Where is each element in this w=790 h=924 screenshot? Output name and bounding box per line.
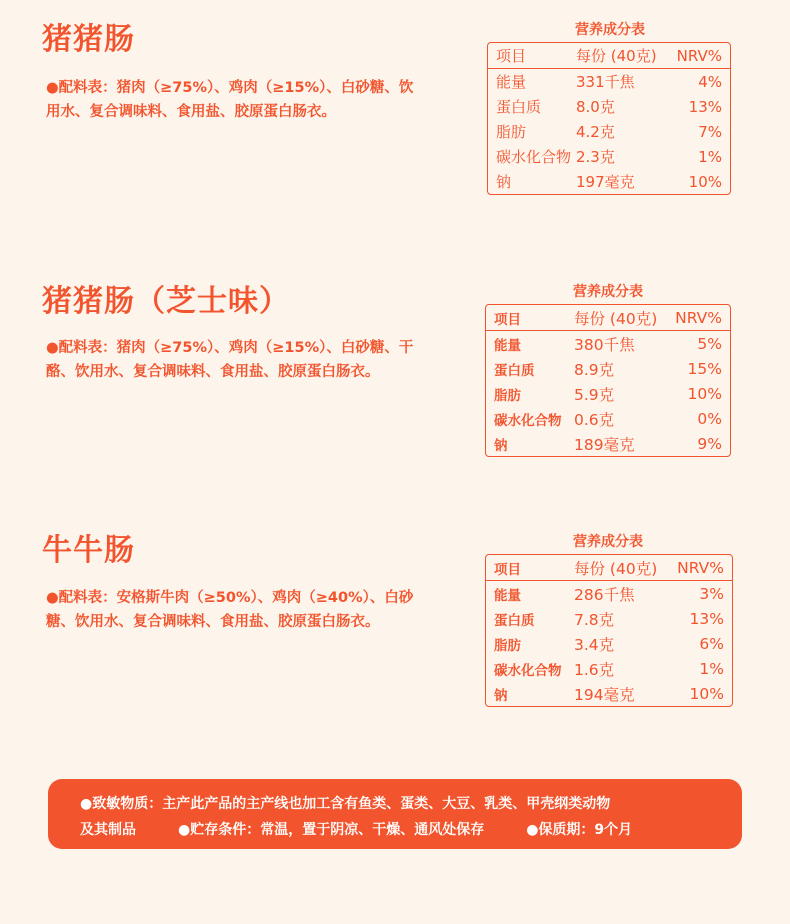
nutrient-amount: 8.0克 — [576, 98, 615, 116]
nutrient-nrv: 10% — [689, 684, 724, 703]
table-row — [488, 119, 730, 144]
nutrient-amount: 3.4克 — [574, 635, 615, 654]
table-row — [488, 169, 730, 194]
nutrient-nrv: 1% — [699, 659, 724, 678]
nutrient-nrv: 15% — [687, 359, 722, 378]
allergen-line-1: ●致敏物质：主产此产品的主产线也加工含有鱼类、蛋类、大豆、乳类、甲壳纲类动物 — [80, 796, 611, 812]
header-nrv: NRV% — [675, 308, 722, 327]
nutrition-table — [485, 304, 731, 457]
nutrient-amount: 2.3克 — [576, 148, 615, 166]
nutrient-name: 钠 — [496, 173, 512, 191]
nutrition-title: 营养成分表 — [575, 22, 645, 38]
nutrient-nrv: 4% — [698, 72, 722, 91]
nutrition-facts — [485, 282, 731, 457]
nutrition-title: 营养成分表 — [573, 284, 643, 300]
nutrient-nrv: 13% — [689, 609, 724, 628]
nutrient-amount: 194毫克 — [574, 685, 635, 704]
shelf-life: ●保质期：9个月 — [526, 822, 633, 838]
header-item: 项目 — [496, 47, 527, 65]
header-per-serving: 每份 (40克) — [576, 47, 657, 65]
nutrition-facts — [485, 532, 731, 707]
footer-line-2 — [80, 817, 742, 843]
nutrient-amount: 4.2克 — [576, 123, 615, 141]
header-item: 项目 — [494, 561, 521, 578]
nutrient-name: 碳水化合物 — [494, 662, 562, 679]
nutrient-amount: 331千焦 — [576, 73, 635, 91]
storage-conditions: ●贮存条件：常温，置于阴凉、干燥、通风处保存 — [178, 822, 485, 838]
table-row — [486, 631, 732, 656]
nutrient-amount: 1.6克 — [574, 660, 615, 679]
product-title: 猪猪肠（芝士味） — [42, 284, 290, 319]
header-nrv: NRV% — [677, 558, 724, 577]
table-row — [488, 144, 730, 169]
ingredients-text: ●配料表：猪肉（≥75%）、鸡肉（≥15%）、白砂糖、饮用水、复合调味料、食用盐、胶原蛋白肠衣。 — [46, 80, 414, 120]
table-row — [486, 356, 730, 381]
table-row — [488, 69, 730, 94]
nutrient-amount: 7.8克 — [574, 610, 615, 629]
nutrient-name: 钠 — [494, 437, 508, 454]
header-per-serving: 每份 (40克) — [574, 559, 658, 578]
table-row — [486, 581, 732, 606]
ingredients-text: ●配料表：猪肉（≥75%）、鸡肉（≥15%）、白砂糖、干酪、饮用水、复合调味料、食用盐、胶原蛋白肠衣。 — [46, 340, 414, 380]
nutrient-nrv: 13% — [688, 97, 722, 116]
nutrient-name: 能量 — [494, 337, 521, 354]
header-nrv: NRV% — [676, 46, 722, 65]
footer-info-banner — [48, 779, 742, 849]
header-per-serving: 每份 (40克) — [574, 309, 658, 328]
table-row — [486, 431, 730, 456]
nutrient-name: 能量 — [496, 73, 527, 91]
nutrient-amount: 189毫克 — [574, 435, 635, 454]
table-row — [486, 406, 730, 431]
allergen-line-2: 及其制品 — [80, 822, 136, 838]
table-row — [486, 656, 732, 681]
nutrient-name: 脂肪 — [494, 387, 521, 404]
table-row — [486, 331, 730, 356]
table-row — [488, 94, 730, 119]
nutrient-amount: 286千焦 — [574, 585, 635, 604]
table-header — [486, 305, 730, 331]
product-title: 牛牛肠 — [42, 533, 135, 568]
nutrient-name: 碳水化合物 — [496, 148, 572, 166]
table-row — [486, 681, 732, 706]
header-item: 项目 — [494, 311, 521, 328]
table-header — [486, 555, 732, 581]
nutrient-nrv: 10% — [688, 172, 722, 191]
nutrient-name: 脂肪 — [494, 637, 521, 654]
nutrient-name: 脂肪 — [496, 123, 527, 141]
nutrient-amount: 0.6克 — [574, 410, 615, 429]
table-header — [488, 43, 730, 69]
nutrient-nrv: 1% — [698, 147, 722, 166]
nutrition-facts — [487, 20, 733, 195]
table-row — [486, 606, 732, 631]
nutrient-nrv: 10% — [687, 384, 722, 403]
nutrient-nrv: 7% — [698, 122, 722, 141]
nutrition-table — [487, 42, 731, 195]
nutrient-name: 蛋白质 — [494, 362, 535, 379]
nutrient-nrv: 6% — [699, 634, 724, 653]
nutrient-name: 钠 — [494, 687, 508, 704]
nutrient-amount: 197毫克 — [576, 173, 635, 191]
nutrient-nrv: 0% — [697, 409, 722, 428]
nutrient-nrv: 3% — [699, 584, 724, 603]
nutrient-amount: 5.9克 — [574, 385, 615, 404]
nutrition-title: 营养成分表 — [573, 534, 643, 550]
nutrient-amount: 380千焦 — [574, 335, 635, 354]
nutrient-amount: 8.9克 — [574, 360, 615, 379]
ingredients-text: ●配料表：安格斯牛肉（≥50%）、鸡肉（≥40%）、白砂糖、饮用水、复合调味料、食用盐、胶原蛋白肠衣。 — [46, 590, 414, 630]
product-title: 猪猪肠 — [42, 22, 135, 57]
nutrient-nrv: 5% — [697, 334, 722, 353]
nutrient-name: 蛋白质 — [496, 98, 542, 116]
table-row — [486, 381, 730, 406]
nutrient-name: 蛋白质 — [494, 612, 535, 629]
nutrient-name: 能量 — [494, 587, 521, 604]
nutrition-table — [485, 554, 733, 707]
nutrient-nrv: 9% — [697, 434, 722, 453]
nutrient-name: 碳水化合物 — [494, 412, 562, 429]
